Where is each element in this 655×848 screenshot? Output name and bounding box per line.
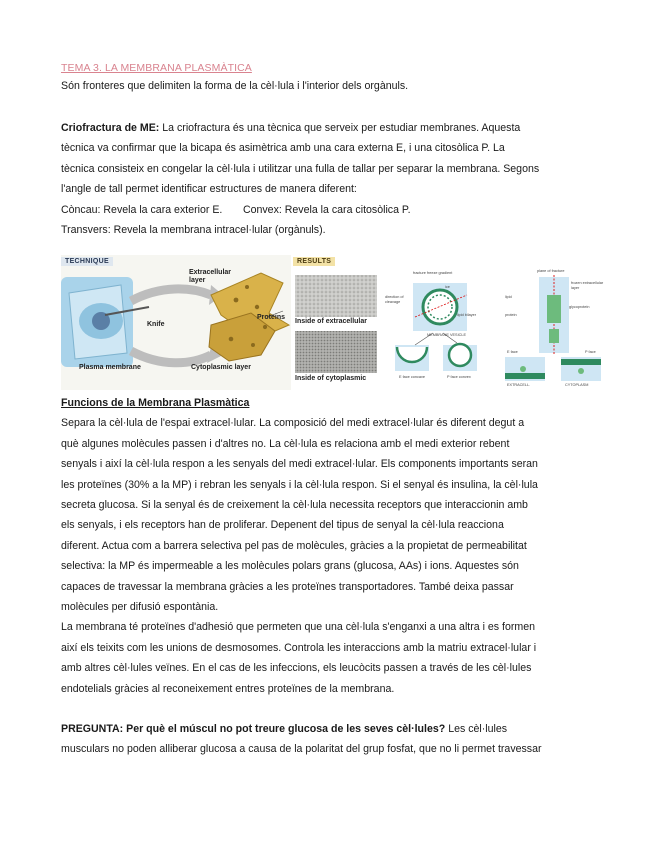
vesicle-label-g: P face convex (447, 375, 471, 379)
funcions-heading: Funcions de la Membrana Plasmàtica (61, 397, 250, 409)
funcions-line-8: selectiva: la MP és impermeable a les molècules polars grans (glucosa, AAs) i ions. Aquestes són (61, 560, 519, 573)
funcions-section (61, 393, 597, 699)
fracture-label-b: frozen extracellular layer (571, 281, 604, 290)
criofractura-line-2: tècnica va confirmar que la bicapa és asimètrica amb una cara externa E, i una citosòlica P. La (61, 142, 505, 155)
technique-figure (61, 255, 291, 390)
convex-text: Convex: Revela la cara citosòlica P. (242, 203, 411, 216)
vesicle-label-d: lipid bilayer (457, 313, 476, 317)
funcions-p2-line-3: amb altres cèl·lules veïnes. En el cas de les infeccions, els leucòcits passen a través de les cèl·lules (61, 662, 532, 675)
fracture-label-a: plane of fracture (537, 269, 565, 273)
funcions-line-10: molècules per difusió espontània. (61, 601, 219, 614)
results-figure (293, 255, 377, 390)
funcions-line-3: senyals i així la cèl·lula respon a les senyals del medi extracel·lular. Els components importants seran (61, 458, 538, 471)
funcions-line-7: diferent. Actua com a barrera selectiva pel pas de molècules, gràcies a la propietat de permeabilitat (61, 539, 527, 552)
criofractura-line-4: l'angle de tall permet identificar estructures de manera diferent: (61, 183, 357, 196)
vesicle-label-f: E face concave (399, 375, 425, 379)
fracture-label-g: P face (585, 350, 596, 354)
fracture-plane-diagram (501, 255, 606, 390)
fracture-label-e: protein (505, 313, 517, 317)
criofractura-paragraph (61, 118, 597, 240)
label-proteins: Proteins (257, 314, 286, 321)
fracture-label-f: E face (507, 350, 518, 354)
vesicle-label-a: fracture freeze gradient (413, 271, 453, 275)
fracture-label-d: lipid (505, 295, 512, 299)
concau-convex-line (61, 200, 597, 220)
results-tag: RESULTS (293, 257, 335, 266)
label-knife: Knife (147, 321, 165, 328)
funcions-p2-line-2: així els teixits com les unions de desmosomes. Controla les interaccions amb la matriu extracel·lular i (61, 641, 537, 654)
funcions-line-9: capaces de travessar la membrana gràcies a les proteïnes transportadores. També deixa passar (61, 580, 514, 593)
technique-tag: TECHNIQUE (61, 257, 113, 266)
criofractura-line-3: tècnica consisteix en congelar la cèl·lula i utilitzar una fulla de tallar per separar la membrana. Segons (61, 162, 540, 175)
pregunta-section (61, 719, 597, 760)
vesicle-figure (385, 255, 485, 390)
criofractura-line-1: Criofractura de ME: La criofractura és una tècnica que serveix per estudiar membranes. Aquesta (61, 122, 521, 134)
label-cytoplasmic-layer: Cytoplasmic layer (191, 364, 251, 371)
figures-row (61, 255, 606, 390)
transvers-line: Transvers: Revela la membrana intracel·lular (orgànuls). (61, 224, 326, 237)
label-inside-extracellular: Inside of extracellular (295, 318, 367, 325)
page-title: TEMA 3. LA MEMBRANA PLASMÀTICA (61, 62, 252, 74)
fracture-label-c: glycoprotein (569, 305, 590, 309)
label-inside-cytoplasmic: Inside of cytoplasmic (295, 375, 367, 382)
pregunta-heading: PREGUNTA: Per què el múscul no pot treure glucosa de les seves cèl·lules? (61, 723, 446, 735)
intro-paragraph: Són fronteres que delimiten la forma de la cèl·lula i l'interior dels orgànuls. (61, 80, 409, 92)
vesicle-label-c: direction of cleavage (385, 295, 404, 304)
funcions-line-1: Separa la cèl·lula de l'espai extracel·lular. La composició del medi extracel·lular és diferent degut a (61, 417, 525, 430)
pregunta-line-2: musculars no poden alliberar glucosa a causa de la polaritat del grup fosfat, que no li permet travessar (61, 743, 542, 756)
vesicle-label-e: MEMBRANE VESICLE (427, 333, 467, 337)
funcions-p2-line-4: endotelials gràcies al reconeixement entres proteïnes de la membrana. (61, 682, 395, 695)
funcions-line-2: què algunes molècules passen i d'altres no. La cèl·lula es relaciona amb el medi exterior rebent (61, 437, 510, 450)
label-plasma-membrane: Plasma membrane (79, 364, 141, 371)
funcions-line-4: les proteïnes (30% a la MP) i rebran les senyals i la cèl·lula respon. Si el senyal és insulina, la cèl·lula (61, 478, 538, 491)
criofractura-heading: Criofractura de ME: (61, 122, 160, 134)
funcions-line-6: els senyals, i els receptors han de proliferar. Depenent del tipus de senyal la cèl·lula reacciona (61, 519, 504, 532)
fracture-plane-figure (501, 255, 606, 390)
pregunta-line-1: PREGUNTA: Per què el múscul no pot treure glucosa de les seves cèl·lules? Les cèl·lules (61, 723, 508, 735)
vesicle-label-b: ice (445, 285, 450, 289)
concau-text: Còncau: Revela la cara exterior E. (61, 203, 223, 216)
funcions-line-5: secreta glucosa. Si la senyal és de creixement la cèl·lula necessita receptors que interaccionin amb (61, 499, 528, 512)
fracture-label-i: CYTOPLASM (565, 383, 589, 387)
fracture-label-h: EXTRACELL. (507, 383, 531, 387)
label-extracellular: Extracellular layer (189, 269, 232, 284)
funcions-p2-line-1: La membrana té proteïnes d'adhesió que permeten que una cèl·lula s'enganxi a una altra i es formen (61, 621, 535, 634)
